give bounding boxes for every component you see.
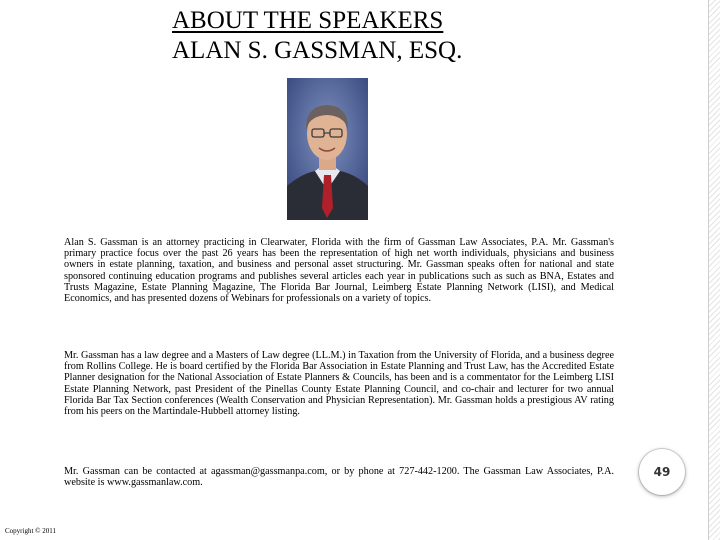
contact-paragraph: Mr. Gassman can be contacted at agassman@gassmanpa.com, or by phone at 727-442-1200. The Gassman Law Associates, P.A. website is www.gassmanlaw.com.	[64, 466, 614, 489]
copyright-footer: Copyright © 2011	[5, 527, 56, 535]
bio-paragraph-1: Alan S. Gassman is an attorney practicing in Clearwater, Florida with the firm of Gassman Law Associates, P.A. Mr. Gassman's primary practice focus over the past 26 years has been the representation of high net worth individuals, physicians and business owners in estate planning, taxation, and business and personal asset structuring. Mr. Gassman speaks often for national and state sponsored continuing education programs and publishes several articles each year in publications such as such as BNA, Estates and Trusts Magazine, Estate Planning Magazine, The Florida Bar Journal, Leimberg Estate Planning Network (LISI), and Medical Economics, and has presented dozens of Webinars for professionals on a variety of topics.	[64, 237, 614, 305]
title-speaker-name: ALAN S. GASSMAN, ESQ.	[172, 37, 463, 64]
page-number-badge: 49	[639, 449, 685, 495]
edge-border-hatch	[709, 0, 720, 540]
speaker-portrait-icon	[287, 78, 368, 220]
page-title	[172, 6, 632, 66]
speaker-photo	[287, 78, 368, 220]
title-heading: ABOUT THE SPEAKERS	[172, 7, 444, 34]
bio-paragraph-2: Mr. Gassman has a law degree and a Masters of Law degree (LL.M.) in Taxation from the University of Florida, and a business degree from Rollins College. He is board certified by the Florida Bar Association in Estate Planning and Trust Law, has the Accredited Estate Planner designation for the National Association of Estate Planners & Councils, has been and is a commentator for the Leimberg LISI Estate Planning Network, past President of the Pinellas County Estate Planning Council, and co-chair and lecturer for two annual Florida Bar Tax Section conferences (Wealth Conservation and Physician Representation). Mr. Gassman holds a prestigious AV rating from his peers on the Martindale-Hubbell attorney listing.	[64, 350, 614, 418]
